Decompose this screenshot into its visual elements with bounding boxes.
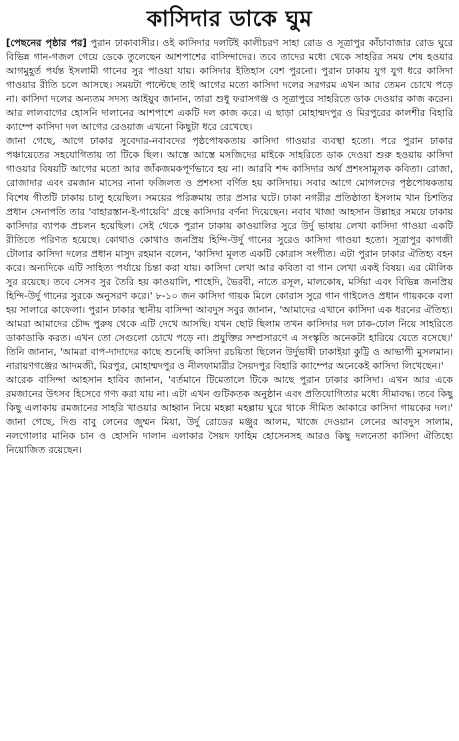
article-headline: কাসিদার ডাকে ঘুম xyxy=(146,7,313,32)
article-paragraph-2: জানা গেছে, আগে ঢাকার সুবেদার-নবাবদের পৃষ্ঠপোষকতায় কাসিদা গাওয়ার ব্যবস্থা হতো। পরে পুরান ঢাকার পঞ্চায়েতের সহযোগিতায় তা টিকে ছিল। আস্তে আস্তে মসজিদের মাইকে সাহরিতে ডাক দেওয়া শুরু হওয়ায় কাসিদা গাওয়ার বিষয়টি আগের মতো আর জাঁকজমকপূর্ণভাবে হয় না। আরবি শব্দ কাসিদার অর্থ প্রশংসামূলক কবিতা। রোজা, রোজাদার এবং রমজান মাসের নানা ফজিলত ও প্রশংসা বর্ণিত হয় কাসিদায়। সবার আগে মোগলদের পৃষ্ঠপোষকতায় বিশেষ গীতটি ঢাকায় চালু হয়েছিল। সময়ের পরিক্রমায় তার প্রসার ঘটে। ঢাকা নগরীর প্রতিষ্ঠাতা ইসলাম খান চিশতির প্রধান সেনাপতি তার 'বাহারস্তান-ই-গায়েবি' গ্রন্থে কাসিদার বর্ণনা দিয়েছেন। নবাব খাজা আহসান উল্লাহর সময়ে ঢাকায় কাসিদার ব্যাপক প্রচলন হয়েছিল। সেই থেকে পুরান ঢাকায় কাওয়ালির সুরে উর্দু ভাষায় লেখা কাসিদা গাওয়া একটি রীতিতে পরিণত হয়েছে। কোথাও কোথাও জনপ্রিয় হিন্দি-উর্দু গানের সুরেও কাসিদা গাওয়া হতো। সূত্রাপুর কাগজী টোলার কাসিদা দলের প্রধান মাসুদ রহমান বলেন, 'কাসিদা মূলত একটি কোরাস সংগীত। এটা পুরান ঢাকার ঐতিহ্য বহন করে। অন্যদিকে এটি সাহিত্য পর্যায়ে চিন্তা করা যায়। কাসিদা লেখা আর কবিতা বা গান লেখা একই বিষয়। এর মৌলিক সুর রয়েছে। তবে সেসব সুর তৈরি হয় কাওয়ালি, শাহেদি, ভৈরবী, নাতে রসূল, মালকোষ, মর্সিয়া এবং বিভিন্ন জনপ্রিয় হিন্দি-উর্দু গানের সুরকে অনুসরণ করে।' ৮-১০ জন কাসিদা গায়ক মিলে কোরাস সুরে গান গাইলেও প্রধান গায়ককে বলা হয় সালারে কাফেলা। পুরান ঢাকার স্থানীয় বাসিন্দা আবদুস সবুর জানান, 'আমাদের এখানে কাসিদা এক ধরনের ঐতিহ্য। আমরা আমাদের চৌদ্দ পুরুষ থেকে এটি দেখে আসছি। যখন ছোট ছিলাম তখন কাসিদার দল ঢাক-ঢোল নিয়ে সাহরিতে ডাকাডাকি করত। এখন তো সেগুলো চোখে পড়ে না। প্রযুক্তির সম্প্রসারণে এ সংস্কৃতি অনেকটা হারিয়ে যেতে বসেছে।' তিনি জানান, 'আমরা বাপ-দাদাদের কাছে শুনেছি কাসিদা রচয়িতা ছিলেন উর্দুভাষী ঢাকাইয়া কুট্টি ও আভাগী মুসলমান। নারায়ণগঞ্জের আদমজী, মিরপুর, মোহাম্মদপুর ও নীলফামারীর সৈয়দপুর বিহারি ক্যাম্পের অনেকেই কাসিদা লিখেছেন।' xyxy=(6,136,453,373)
paragraph-1-text: পুরান ঢাকাবাসীর। ওই কাসিদার দলটিই কালীচরণ সাহা রোড ও সূত্রাপুর কাঁচাবাজার রোড ঘুরে বিভিন্ন গান-গজল গেয়ে ডেকে তুলেছেন আশপাশের বাসিন্দাদের। তবে তাদের মধ্যে থেকে সাহরির সময় শেষ হওয়ার আগমুহূর্ত পর্যন্ত ইসলামী গানের সুর পাওয়া যায়। কাসিদার ইতিহাস বেশ পুরনো। পুরান ঢাকায় যুগ যুগ ধরে কাসিদা গাওয়ার রীতি চলে আসছে। সময়টা পাল্টেছে তাই আগের মতো কাসিদা দলের সরগরম এখন আর তেমন চোখে পড়ে না। কাসিদা দলের অন্যতম সদস্য আইয়ুব জানান, তারা শুধু ফরাসগঞ্জ ও সূত্রাপুরে সাহরিতে ডাক দেওয়ার কাজ করেন। আর লালবাগের হোসনি দালানের আশপাশে একটি দল কাজ করে। এ ছাড়া মোহাম্মদপুর ও মিরপুরের কালশীর বিহারি ক্যাম্পে কাসিদা দল আগের রেওয়াজ এখনো কিছুটা ধরে রেখেছে। xyxy=(6,38,453,134)
continuation-kicker: [পেছনের পৃষ্ঠার পর] xyxy=(6,38,87,49)
article-paragraph-3: আরেক বাসিন্দা আহসান হাবিব জানান, 'বর্তমানে টিমেতালে টিকে আছে পুরান ঢাকার কাসিদা। এখন আর একে রমজানের উৎসব হিসেবে গণ্য করা যায় না। এটা এখন গুটিকতক অনুষ্ঠান এবং প্রতিযোগিতার মধ্যে সীমাবদ্ধ। তবে কিছু কিছু এলাকায় রমজানের সাহরি খাওয়ার আহ্বান নিয়ে মহল্লা মহল্লায় ঘুরে থাকে সীমিত আকারে কাসিদা গায়কের দল।' জানা গেছে, দিগু বাবু লেনের জুম্মন মিয়া, উর্দু রোডের মঞ্জুর আলম, খাজে দেওয়ান লেনের আবদুস সালাম, নলগোলার মানিক চান ও হোসনি দালান এলাকার সৈয়দ ফাহিম হোসেনসহ আরও কিছু দলনেতা কাসিদা ঐতিহ্যে নিয়োজিত রয়েছেন। xyxy=(6,375,453,457)
article-body xyxy=(6,37,453,737)
article-paragraph-1 xyxy=(6,37,453,135)
